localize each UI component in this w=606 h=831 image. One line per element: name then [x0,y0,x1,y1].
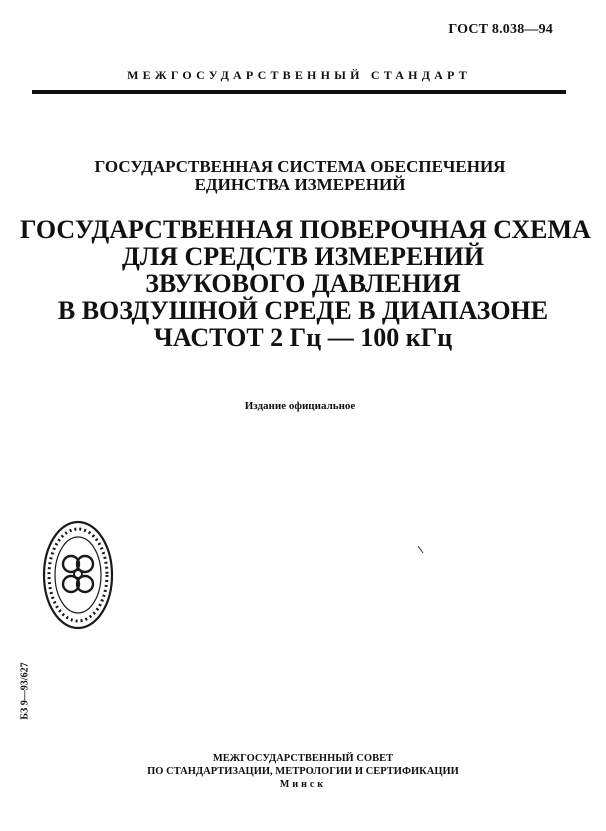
side-code-text: БЗ 9—93/627 [19,662,31,720]
publisher-line: МЕЖГОСУДАРСТВЕННЫЙ СОВЕТ [212,753,394,764]
main-title-line: ГОСУДАРСТВЕННАЯ ПОВЕРОЧНАЯ СХЕМА [20,215,591,244]
main-title-line: ЧАСТОТ 2 Гц — 100 кГц [153,323,453,352]
side-code [18,660,32,722]
system-title-line: ЕДИНСТВА ИЗМЕРЕНИЙ [194,175,406,194]
standard-header: МЕЖГОСУДАРСТВЕННЫЙ СТАНДАРТ [127,68,471,82]
publisher-city: Минск [279,779,327,790]
library-seal-stamp-icon [38,516,118,634]
publisher-block [100,752,506,791]
main-title [20,215,591,352]
scan-speck [416,545,426,555]
edition-label: Издание официальное [244,400,356,412]
main-title-line: ЗВУКОВОГО ДАВЛЕНИЯ [145,269,461,298]
header-rule [32,90,566,94]
document-code: ГОСТ 8.038—94 [448,22,553,37]
main-title-line: ДЛЯ СРЕДСТВ ИЗМЕРЕНИЙ [121,242,485,271]
system-title [40,158,560,194]
publisher-line: ПО СТАНДАРТИЗАЦИИ, МЕТРОЛОГИИ И СЕРТИФИКАЦИИ [147,766,459,777]
main-title-line: В ВОЗДУШНОЙ СРЕДЕ В ДИАПАЗОНЕ [57,296,549,325]
system-title-line: ГОСУДАРСТВЕННАЯ СИСТЕМА ОБЕСПЕЧЕНИЯ [94,157,506,176]
